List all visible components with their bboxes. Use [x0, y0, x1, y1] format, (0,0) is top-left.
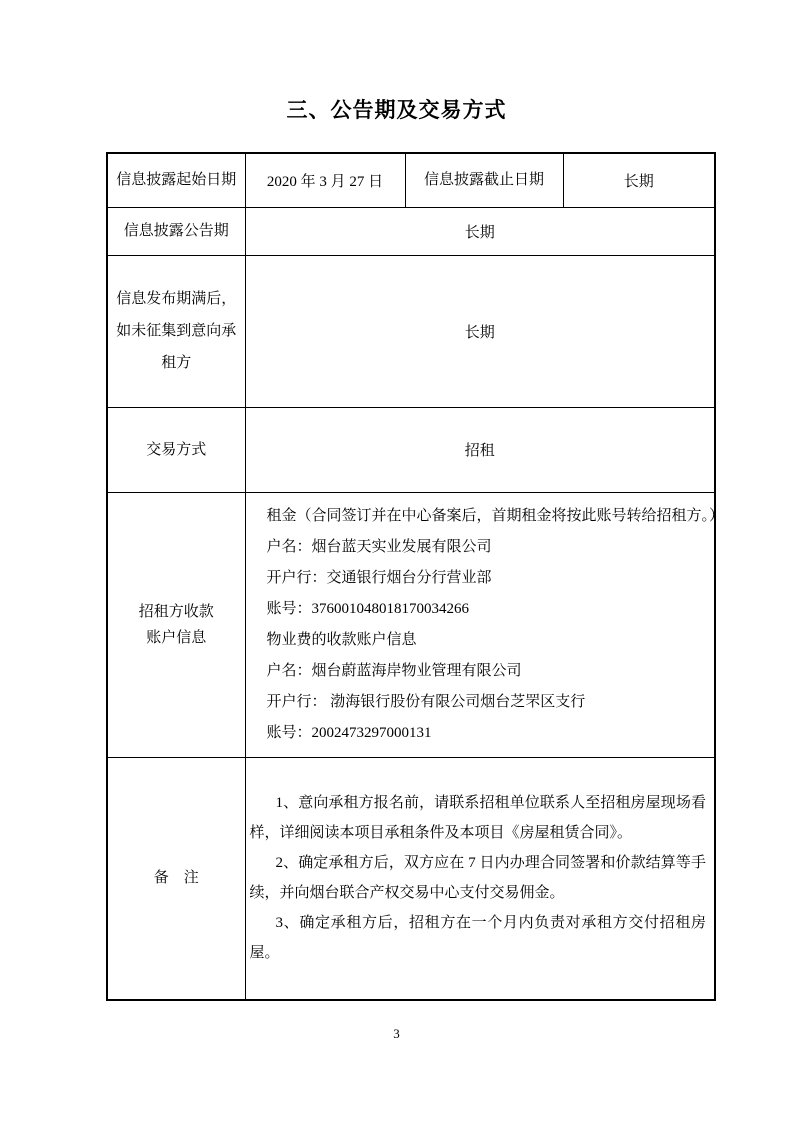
remarks-paragraph: 3、确定承租方后，招租方在一个月内负责对承租方交付招租房屋。	[249, 915, 706, 962]
table-row	[107, 255, 715, 407]
transaction-method-value: 招租	[245, 407, 715, 492]
account-info-line: 开户行：交通银行烟台分行营业部	[266, 569, 492, 586]
payee-account-label-line: 招租方收款	[138, 603, 214, 620]
remarks-label: 备 注	[107, 757, 245, 1000]
disclosure-start-label: 信息披露起始日期	[107, 153, 245, 207]
payee-account-label-line: 账户信息	[146, 629, 207, 646]
after-expiry-label-line: 信息发布期满后，	[116, 291, 237, 307]
remarks-paragraph: 2、确定承租方后，双方应在 7 日内办理合同签署和价款结算等手续，并向烟台联合产权交易中心支付交易佣金。	[249, 855, 706, 902]
after-expiry-value: 长期	[245, 255, 715, 407]
announcement-period-label: 信息披露公告期	[107, 207, 245, 255]
page-number: 3	[393, 1026, 400, 1041]
table-row	[107, 757, 715, 1000]
account-info-line: 账号：2002473297000131	[266, 724, 432, 741]
disclosure-end-label: 信息披露截止日期	[405, 153, 563, 207]
account-info-line: 户名：烟台蓝天实业发展有限公司	[266, 538, 492, 555]
announcement-period-value: 长期	[245, 207, 715, 255]
remarks-content	[245, 757, 715, 1000]
account-info-line: 账号：376001048018170034266	[266, 600, 470, 617]
account-info-line: 租金（合同签订并在中心备案后，首期租金将按此账号转给招租方。）	[266, 507, 725, 524]
transaction-method-label: 交易方式	[107, 407, 245, 492]
page-title: 三、公告期及交易方式	[286, 98, 507, 122]
table-row	[107, 153, 715, 207]
after-expiry-label	[107, 255, 245, 407]
after-expiry-label-line: 租方	[161, 355, 192, 371]
announcement-table	[106, 152, 725, 1001]
account-info-line: 户名：烟台蔚蓝海岸物业管理有限公司	[266, 662, 522, 679]
table-row	[107, 492, 715, 757]
table-row	[107, 407, 715, 492]
payee-account-content	[245, 492, 725, 757]
account-info-line: 物业费的收款账户信息	[266, 631, 417, 648]
account-info-line: 开户行： 渤海银行股份有限公司烟台芝罘区支行	[266, 693, 586, 710]
payee-account-label	[107, 492, 245, 757]
table-row	[107, 207, 715, 255]
disclosure-start-value: 2020 年 3 月 27 日	[245, 153, 405, 207]
remarks-paragraph: 1、意向承租方报名前，请联系招租单位联系人至招租房屋现场看样，详细阅读本项目承租条件及本项目《房屋租赁合同》。	[249, 795, 706, 842]
disclosure-end-value: 长期	[563, 153, 715, 207]
after-expiry-label-line: 如未征集到意向承	[116, 323, 237, 339]
